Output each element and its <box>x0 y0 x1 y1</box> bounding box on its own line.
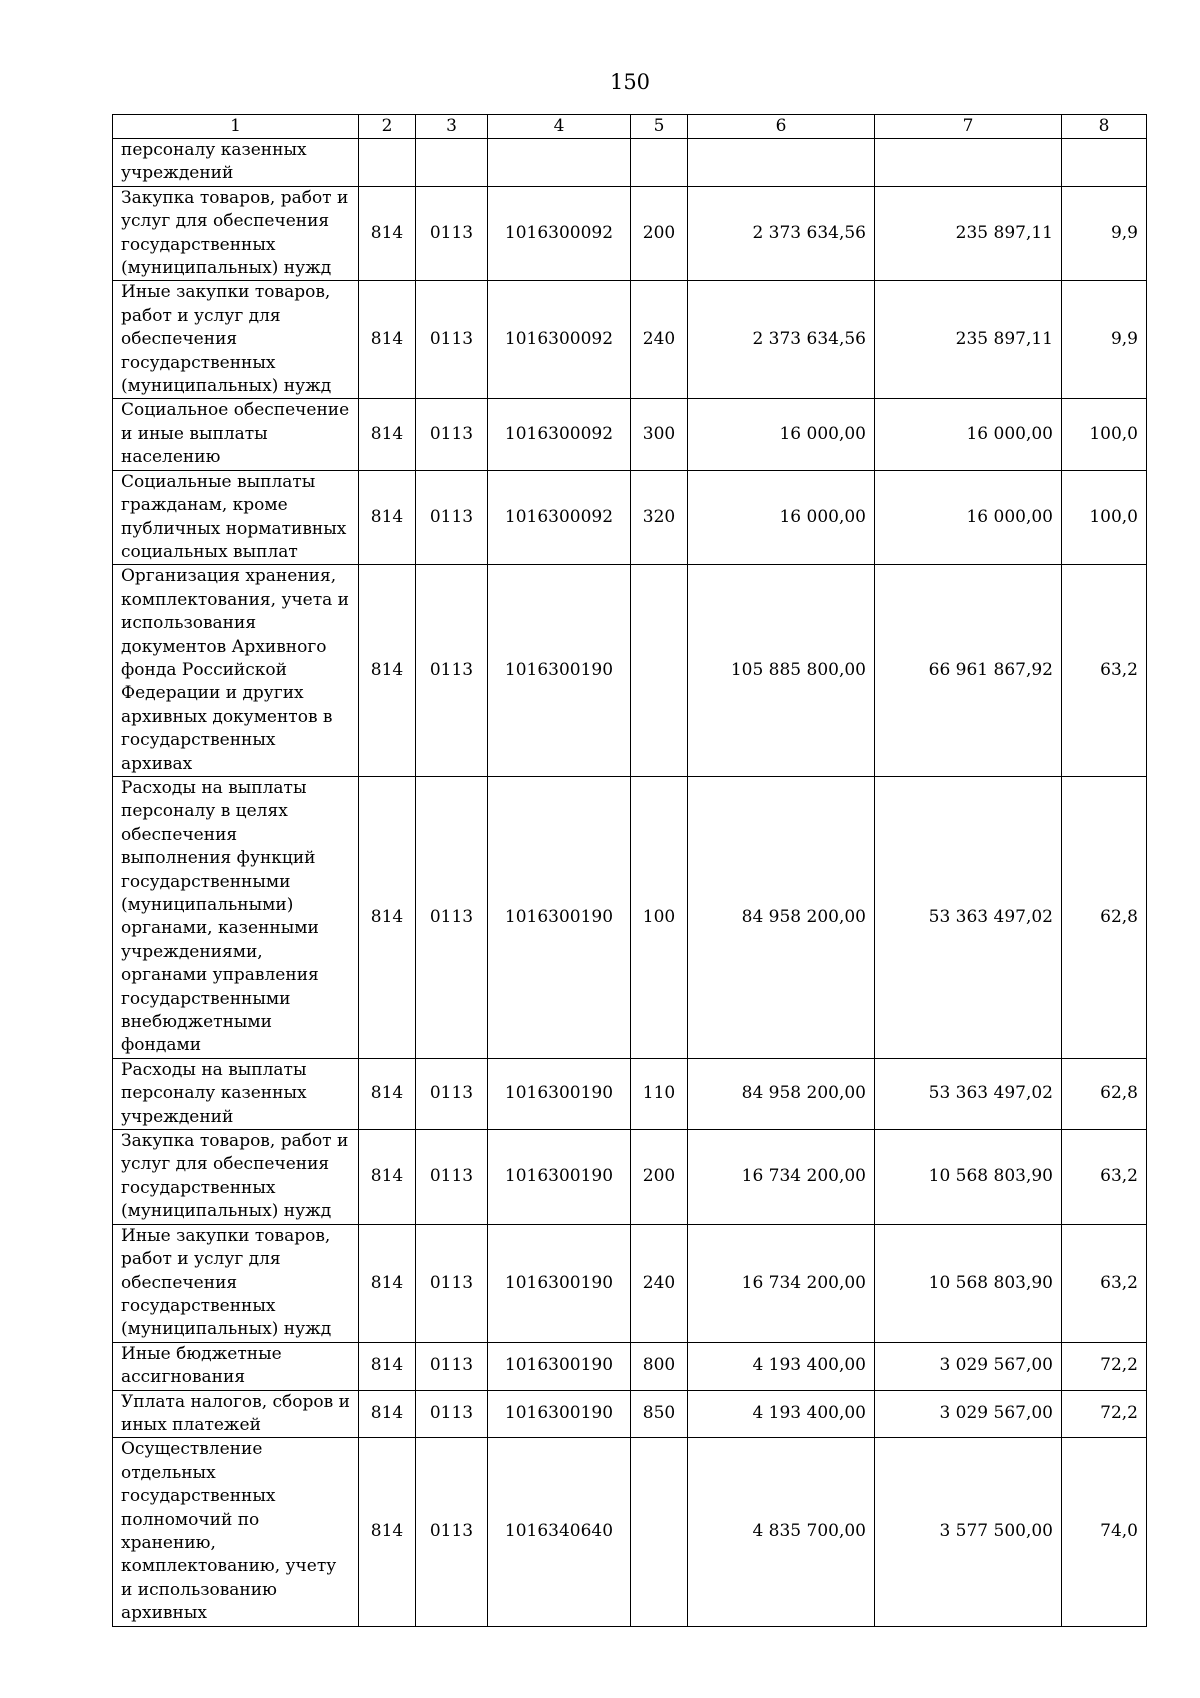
row-csr: 1016340640 <box>488 1438 631 1626</box>
row-grbs: 814 <box>359 1342 416 1390</box>
row-vr: 300 <box>631 399 688 470</box>
row-csr: 1016300092 <box>488 186 631 281</box>
row-percent <box>1062 139 1147 187</box>
row-fact: 235 897,11 <box>875 281 1062 399</box>
row-fact <box>875 139 1062 187</box>
row-percent: 72,2 <box>1062 1390 1147 1438</box>
budget-table <box>112 114 1147 1627</box>
table-row <box>113 1342 1147 1390</box>
row-percent: 62,8 <box>1062 1058 1147 1129</box>
row-percent: 62,8 <box>1062 776 1147 1058</box>
row-grbs: 814 <box>359 186 416 281</box>
row-csr: 1016300190 <box>488 1390 631 1438</box>
row-plan: 2 373 634,56 <box>688 281 875 399</box>
row-name: Уплата налогов, сборов и иных платежей <box>113 1390 359 1438</box>
column-header: 6 <box>688 115 875 139</box>
row-vr <box>631 565 688 777</box>
table-row <box>113 565 1147 777</box>
row-name: Социальное обеспечение и иные выплаты населению <box>113 399 359 470</box>
table-row <box>113 1130 1147 1225</box>
column-header: 3 <box>416 115 488 139</box>
row-fact: 10 568 803,90 <box>875 1224 1062 1342</box>
row-name: Организация хранения, комплектования, учета и использования документов Архивного фонда Российской Федерации и других архивных документов в государственных архивах <box>113 565 359 777</box>
row-plan: 84 958 200,00 <box>688 1058 875 1129</box>
row-grbs: 814 <box>359 565 416 777</box>
row-grbs: 814 <box>359 1438 416 1626</box>
table-row <box>113 399 1147 470</box>
row-vr <box>631 1438 688 1626</box>
row-section: 0113 <box>416 565 488 777</box>
row-fact: 53 363 497,02 <box>875 1058 1062 1129</box>
column-header: 4 <box>488 115 631 139</box>
row-fact: 16 000,00 <box>875 399 1062 470</box>
row-percent: 9,9 <box>1062 186 1147 281</box>
row-vr: 240 <box>631 1224 688 1342</box>
row-vr: 200 <box>631 1130 688 1225</box>
row-plan: 16 734 200,00 <box>688 1130 875 1225</box>
column-header: 5 <box>631 115 688 139</box>
row-name: персоналу казенных учреждений <box>113 139 359 187</box>
row-name: Иные бюджетные ассигнования <box>113 1342 359 1390</box>
row-percent: 72,2 <box>1062 1342 1147 1390</box>
row-name: Закупка товаров, работ и услуг для обеспечения государственных (муниципальных) нужд <box>113 1130 359 1225</box>
row-percent: 74,0 <box>1062 1438 1147 1626</box>
row-section: 0113 <box>416 1058 488 1129</box>
column-number-row <box>113 115 1147 139</box>
table-row <box>113 1058 1147 1129</box>
row-csr: 1016300092 <box>488 281 631 399</box>
row-vr: 850 <box>631 1390 688 1438</box>
row-section: 0113 <box>416 776 488 1058</box>
row-plan: 4 193 400,00 <box>688 1342 875 1390</box>
row-fact: 3 029 567,00 <box>875 1342 1062 1390</box>
row-plan: 16 734 200,00 <box>688 1224 875 1342</box>
row-plan: 4 193 400,00 <box>688 1390 875 1438</box>
row-plan: 4 835 700,00 <box>688 1438 875 1626</box>
row-vr: 200 <box>631 186 688 281</box>
row-plan: 16 000,00 <box>688 470 875 565</box>
table-row <box>113 1224 1147 1342</box>
row-section: 0113 <box>416 470 488 565</box>
row-section <box>416 139 488 187</box>
row-csr: 1016300092 <box>488 399 631 470</box>
row-grbs: 814 <box>359 1390 416 1438</box>
row-plan <box>688 139 875 187</box>
row-section: 0113 <box>416 1390 488 1438</box>
table-row <box>113 1438 1147 1626</box>
row-grbs: 814 <box>359 399 416 470</box>
row-vr: 100 <box>631 776 688 1058</box>
row-section: 0113 <box>416 1130 488 1225</box>
row-vr: 800 <box>631 1342 688 1390</box>
row-grbs: 814 <box>359 776 416 1058</box>
row-name: Социальные выплаты гражданам, кроме публичных нормативных социальных выплат <box>113 470 359 565</box>
row-plan: 84 958 200,00 <box>688 776 875 1058</box>
row-fact: 53 363 497,02 <box>875 776 1062 1058</box>
table-row <box>113 776 1147 1058</box>
row-section: 0113 <box>416 281 488 399</box>
row-csr <box>488 139 631 187</box>
row-percent: 63,2 <box>1062 1224 1147 1342</box>
row-fact: 3 029 567,00 <box>875 1390 1062 1438</box>
row-section: 0113 <box>416 1342 488 1390</box>
row-vr: 320 <box>631 470 688 565</box>
row-percent: 63,2 <box>1062 565 1147 777</box>
row-fact: 16 000,00 <box>875 470 1062 565</box>
row-csr: 1016300190 <box>488 1058 631 1129</box>
row-csr: 1016300190 <box>488 776 631 1058</box>
row-csr: 1016300092 <box>488 470 631 565</box>
table-row <box>113 281 1147 399</box>
row-csr: 1016300190 <box>488 1224 631 1342</box>
row-name: Осуществление отдельных государственных полномочий по хранению, комплектованию, учету и использованию архивных <box>113 1438 359 1626</box>
row-csr: 1016300190 <box>488 1130 631 1225</box>
row-grbs <box>359 139 416 187</box>
row-grbs: 814 <box>359 1224 416 1342</box>
row-name: Расходы на выплаты персоналу казенных учреждений <box>113 1058 359 1129</box>
row-vr: 110 <box>631 1058 688 1129</box>
row-grbs: 814 <box>359 1130 416 1225</box>
row-fact: 235 897,11 <box>875 186 1062 281</box>
row-grbs: 814 <box>359 281 416 399</box>
table-row <box>113 139 1147 187</box>
row-plan: 16 000,00 <box>688 399 875 470</box>
column-header: 8 <box>1062 115 1147 139</box>
column-header: 2 <box>359 115 416 139</box>
row-fact: 3 577 500,00 <box>875 1438 1062 1626</box>
column-header: 1 <box>113 115 359 139</box>
table-row <box>113 470 1147 565</box>
row-grbs: 814 <box>359 470 416 565</box>
row-percent: 63,2 <box>1062 1130 1147 1225</box>
row-grbs: 814 <box>359 1058 416 1129</box>
row-name: Расходы на выплаты персоналу в целях обеспечения выполнения функций государственными (муниципальными) органами, казенными учреждениями, органами управления государственными внебюджетными фондами <box>113 776 359 1058</box>
row-name: Иные закупки товаров, работ и услуг для обеспечения государственных (муниципальных) нужд <box>113 1224 359 1342</box>
page-number: 150 <box>609 70 651 94</box>
table-row <box>113 1390 1147 1438</box>
row-section: 0113 <box>416 1438 488 1626</box>
row-section: 0113 <box>416 399 488 470</box>
row-name: Закупка товаров, работ и услуг для обеспечения государственных (муниципальных) нужд <box>113 186 359 281</box>
row-plan: 105 885 800,00 <box>688 565 875 777</box>
row-fact: 10 568 803,90 <box>875 1130 1062 1225</box>
table-row <box>113 186 1147 281</box>
row-percent: 100,0 <box>1062 470 1147 565</box>
row-percent: 100,0 <box>1062 399 1147 470</box>
row-fact: 66 961 867,92 <box>875 565 1062 777</box>
row-vr: 240 <box>631 281 688 399</box>
column-header: 7 <box>875 115 1062 139</box>
row-section: 0113 <box>416 1224 488 1342</box>
row-percent: 9,9 <box>1062 281 1147 399</box>
row-name: Иные закупки товаров, работ и услуг для обеспечения государственных (муниципальных) нужд <box>113 281 359 399</box>
row-plan: 2 373 634,56 <box>688 186 875 281</box>
row-section: 0113 <box>416 186 488 281</box>
row-csr: 1016300190 <box>488 565 631 777</box>
row-csr: 1016300190 <box>488 1342 631 1390</box>
row-vr <box>631 139 688 187</box>
